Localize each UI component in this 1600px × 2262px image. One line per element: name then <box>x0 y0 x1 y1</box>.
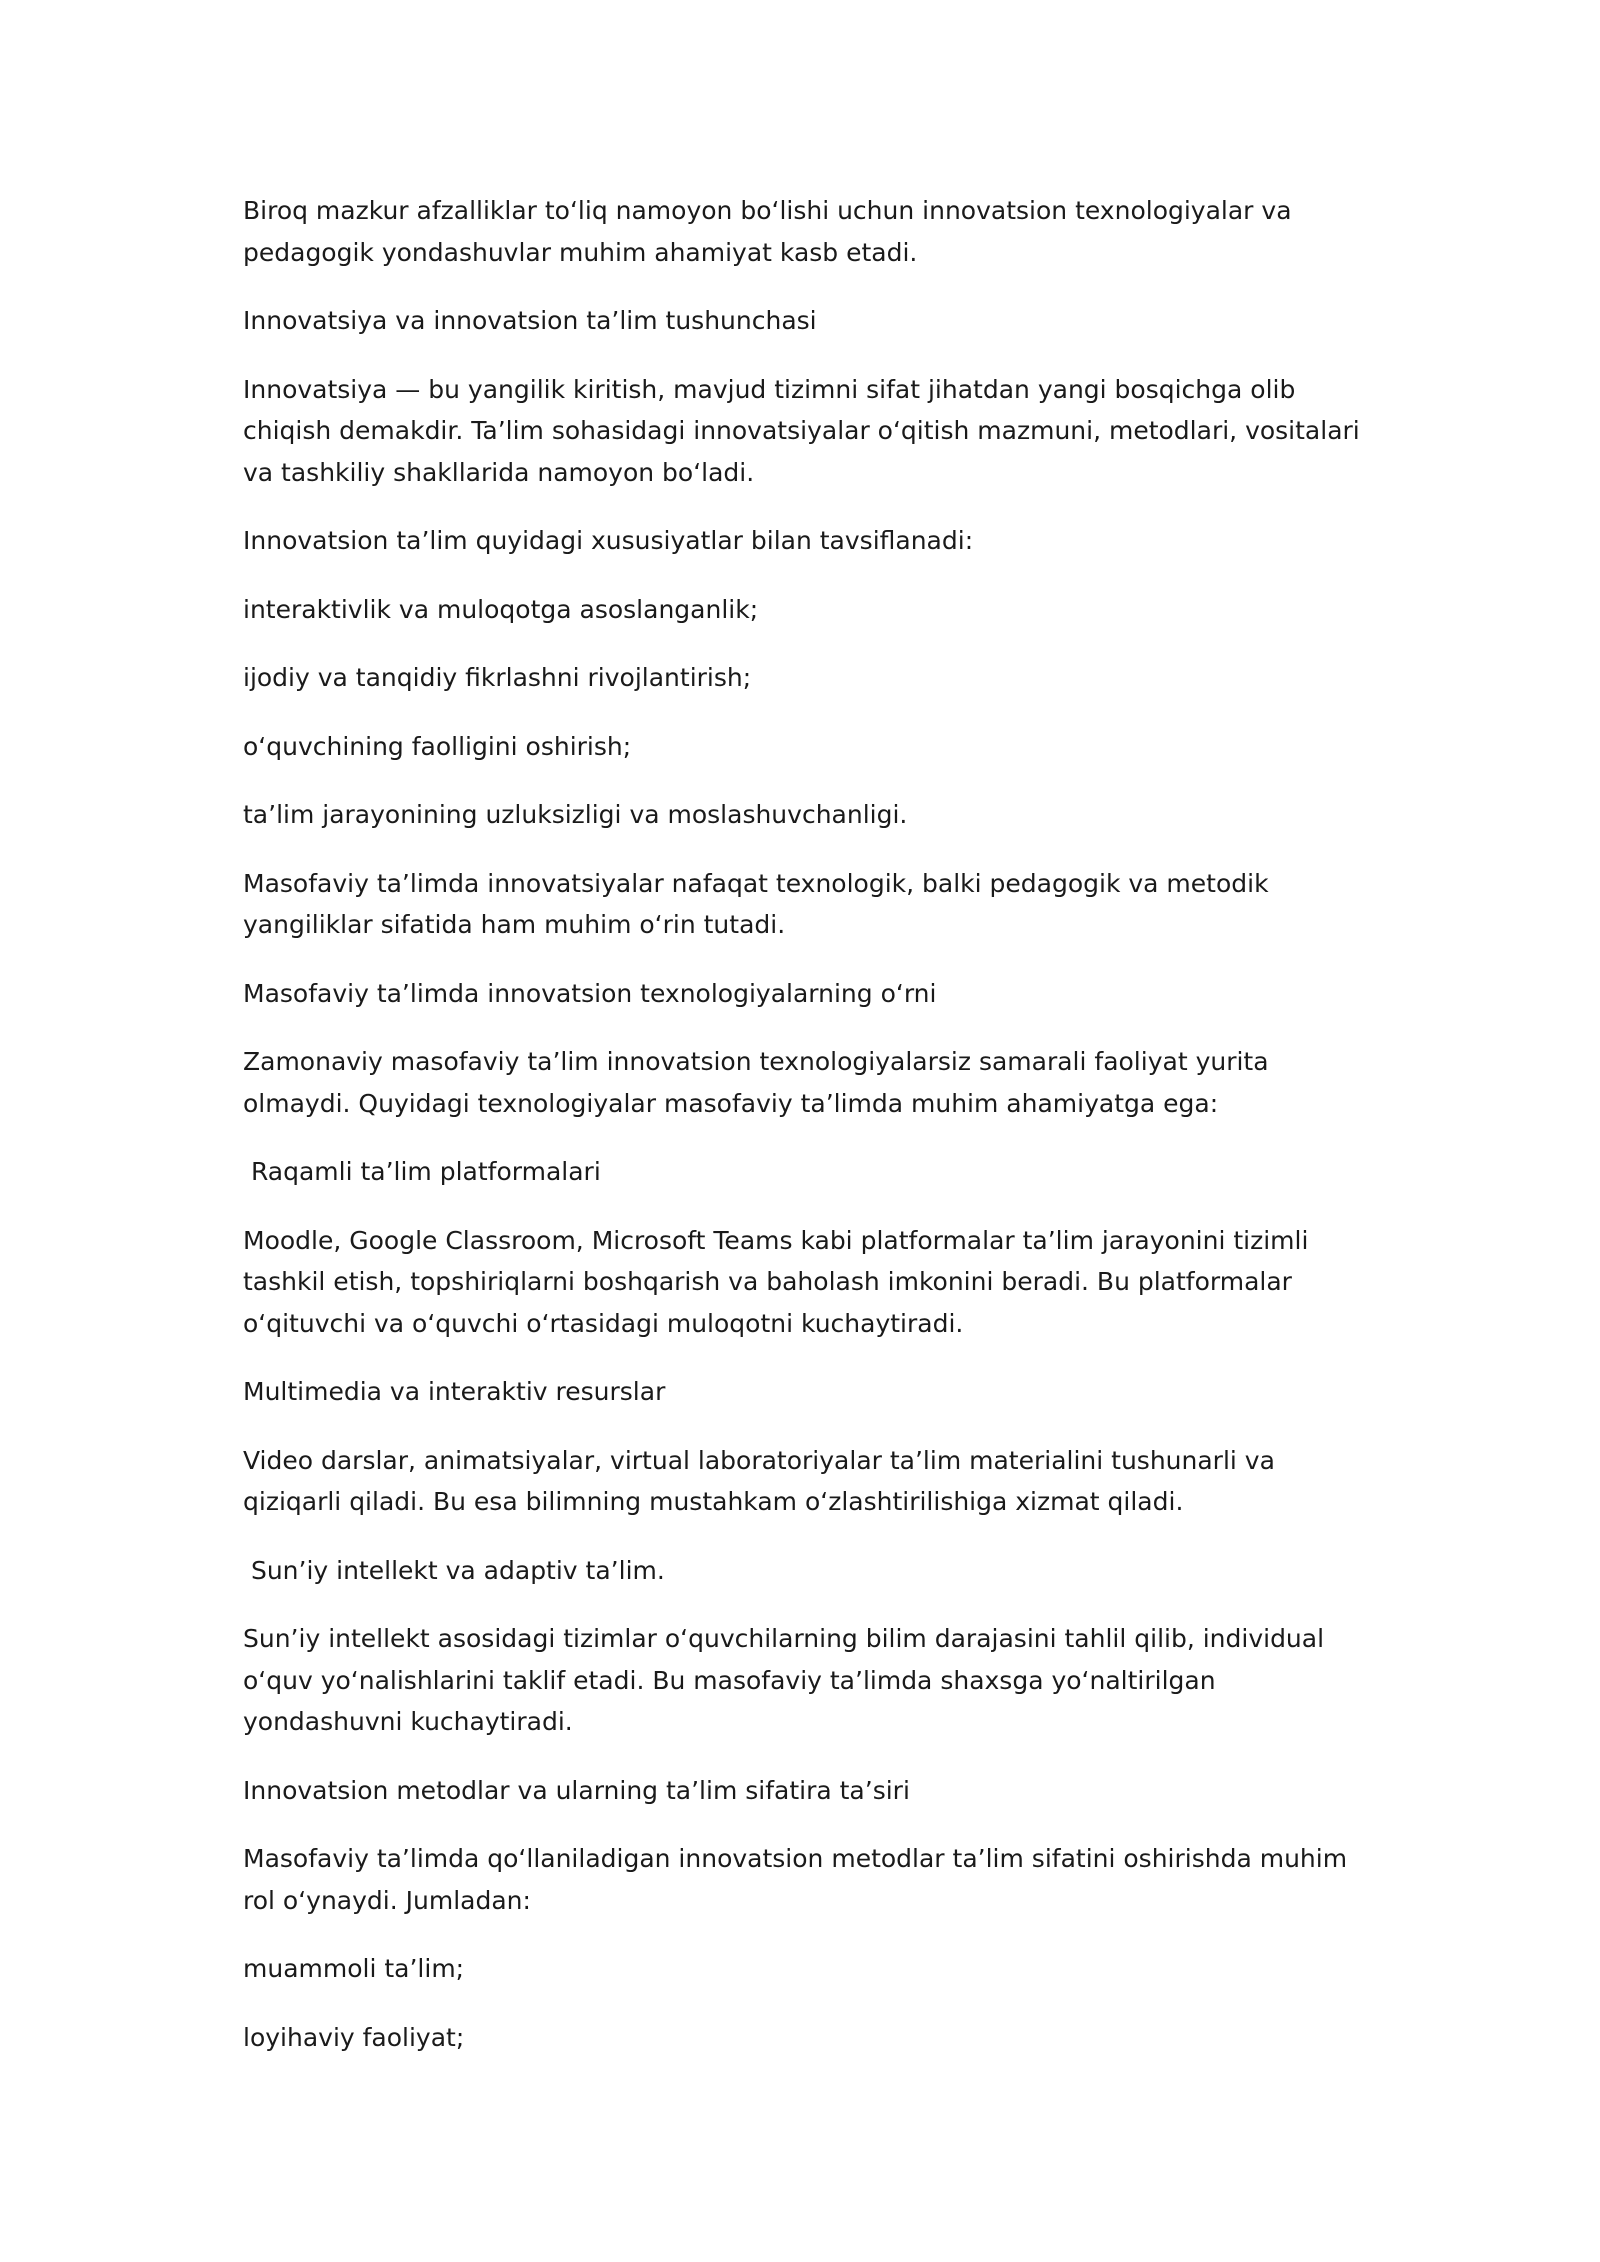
paragraph-features-intro: Innovatsion ta’lim quyidagi xususiyatlar bilan tavsiflanadi: <box>243 526 974 555</box>
heading-innovation-concept: Innovatsiya va innovatsion ta’lim tushunchasi <box>243 306 817 335</box>
paragraph-distance-innovations: Masofaviy ta’limda innovatsiyalar nafaqat texnologik, balki pedagogik va metodik yangiliklar sifatida ham muhim o‘rin tutadi. <box>243 868 1269 939</box>
document-body <box>243 190 1373 2085</box>
list-item: ta’lim jarayonining uzluksizligi va moslashuvchanligi. <box>243 800 908 829</box>
paragraph-platforms: Moodle, Google Classroom, Microsoft Teams kabi platformalar ta’lim jarayonini tizimli tashkil etish, topshiriqlarni boshqarish va baholash imkonini beradi. Bu platformalar o‘qituvchi va o‘quvchi o‘rtasidagi muloqotni kuchaytiradi. <box>243 1225 1309 1338</box>
paragraph-intro: Biroq mazkur afzalliklar to‘liq namoyon bo‘lishi uchun innovatsion texnologiyalar va pedagogik yondashuvlar muhim ahamiyat kasb etadi. <box>243 196 1292 267</box>
paragraph-methods: Masofaviy ta’limda qo‘llaniladigan innovatsion metodlar ta’lim sifatini oshirishda muhim rol o‘ynaydi. Jumladan: <box>243 1844 1348 1915</box>
list-item: loyihaviy faoliyat; <box>243 2022 465 2052</box>
paragraph-modern-distance: Zamonaviy masofaviy ta’lim innovatsion texnologiyalarsiz samarali faoliyat yurita olmaydi. Quyidagi texnologiyalar masofaviy ta’limda muhim ahamiyatga ega: <box>243 1047 1269 1118</box>
paragraph-ai: Sun’iy intellekt asosidagi tizimlar o‘quvchilarning bilim darajasini tahlil qilib, individual o‘quv yo‘nalishlarini taklif etadi. Bu masofaviy ta’limda shaxsga yo‘naltirilgan yondashuvni kuchaytiradi. <box>243 1624 1325 1736</box>
heading-methods-quality: Innovatsion metodlar va ularning ta’lim sifatira ta’siri <box>243 1775 910 1805</box>
heading-digital-platforms: Raqamli ta’lim platformalari <box>243 1157 601 1186</box>
paragraph-multimedia: Video darslar, animatsiyalar, virtual laboratoriyalar ta’lim materialini tushunarli va qiziqarli qiladi. Bu esa bilimning mustahkam o‘zlashtirilishiga xizmat qiladi. <box>243 1445 1275 1516</box>
list-item: interaktivlik va muloqotga asoslanganlik; <box>243 594 759 624</box>
heading-ai-adaptive: Sun’iy intellekt va adaptiv ta’lim. <box>243 1555 665 1585</box>
list-item: muammoli ta’lim; <box>243 1954 465 1983</box>
list-item: ijodiy va tanqidiy fikrlashni rivojlantirish; <box>243 663 752 692</box>
list-item: o‘quvchining faolligini oshirish; <box>243 731 632 761</box>
heading-multimedia: Multimedia va interaktiv resurslar <box>243 1377 666 1406</box>
paragraph-innovation-definition: Innovatsiya — bu yangilik kiritish, mavjud tizimni sifat jihatdan yangi bosqichga olib chiqish demakdir. Ta’lim sohasidagi innovatsiyalar o‘qitish mazmuni, metodlari, vositalari va tashkiliy shakllarida namoyon bo‘ladi. <box>243 374 1360 487</box>
heading-technologies-role: Masofaviy ta’limda innovatsion texnologiyalarning o‘rni <box>243 978 937 1008</box>
